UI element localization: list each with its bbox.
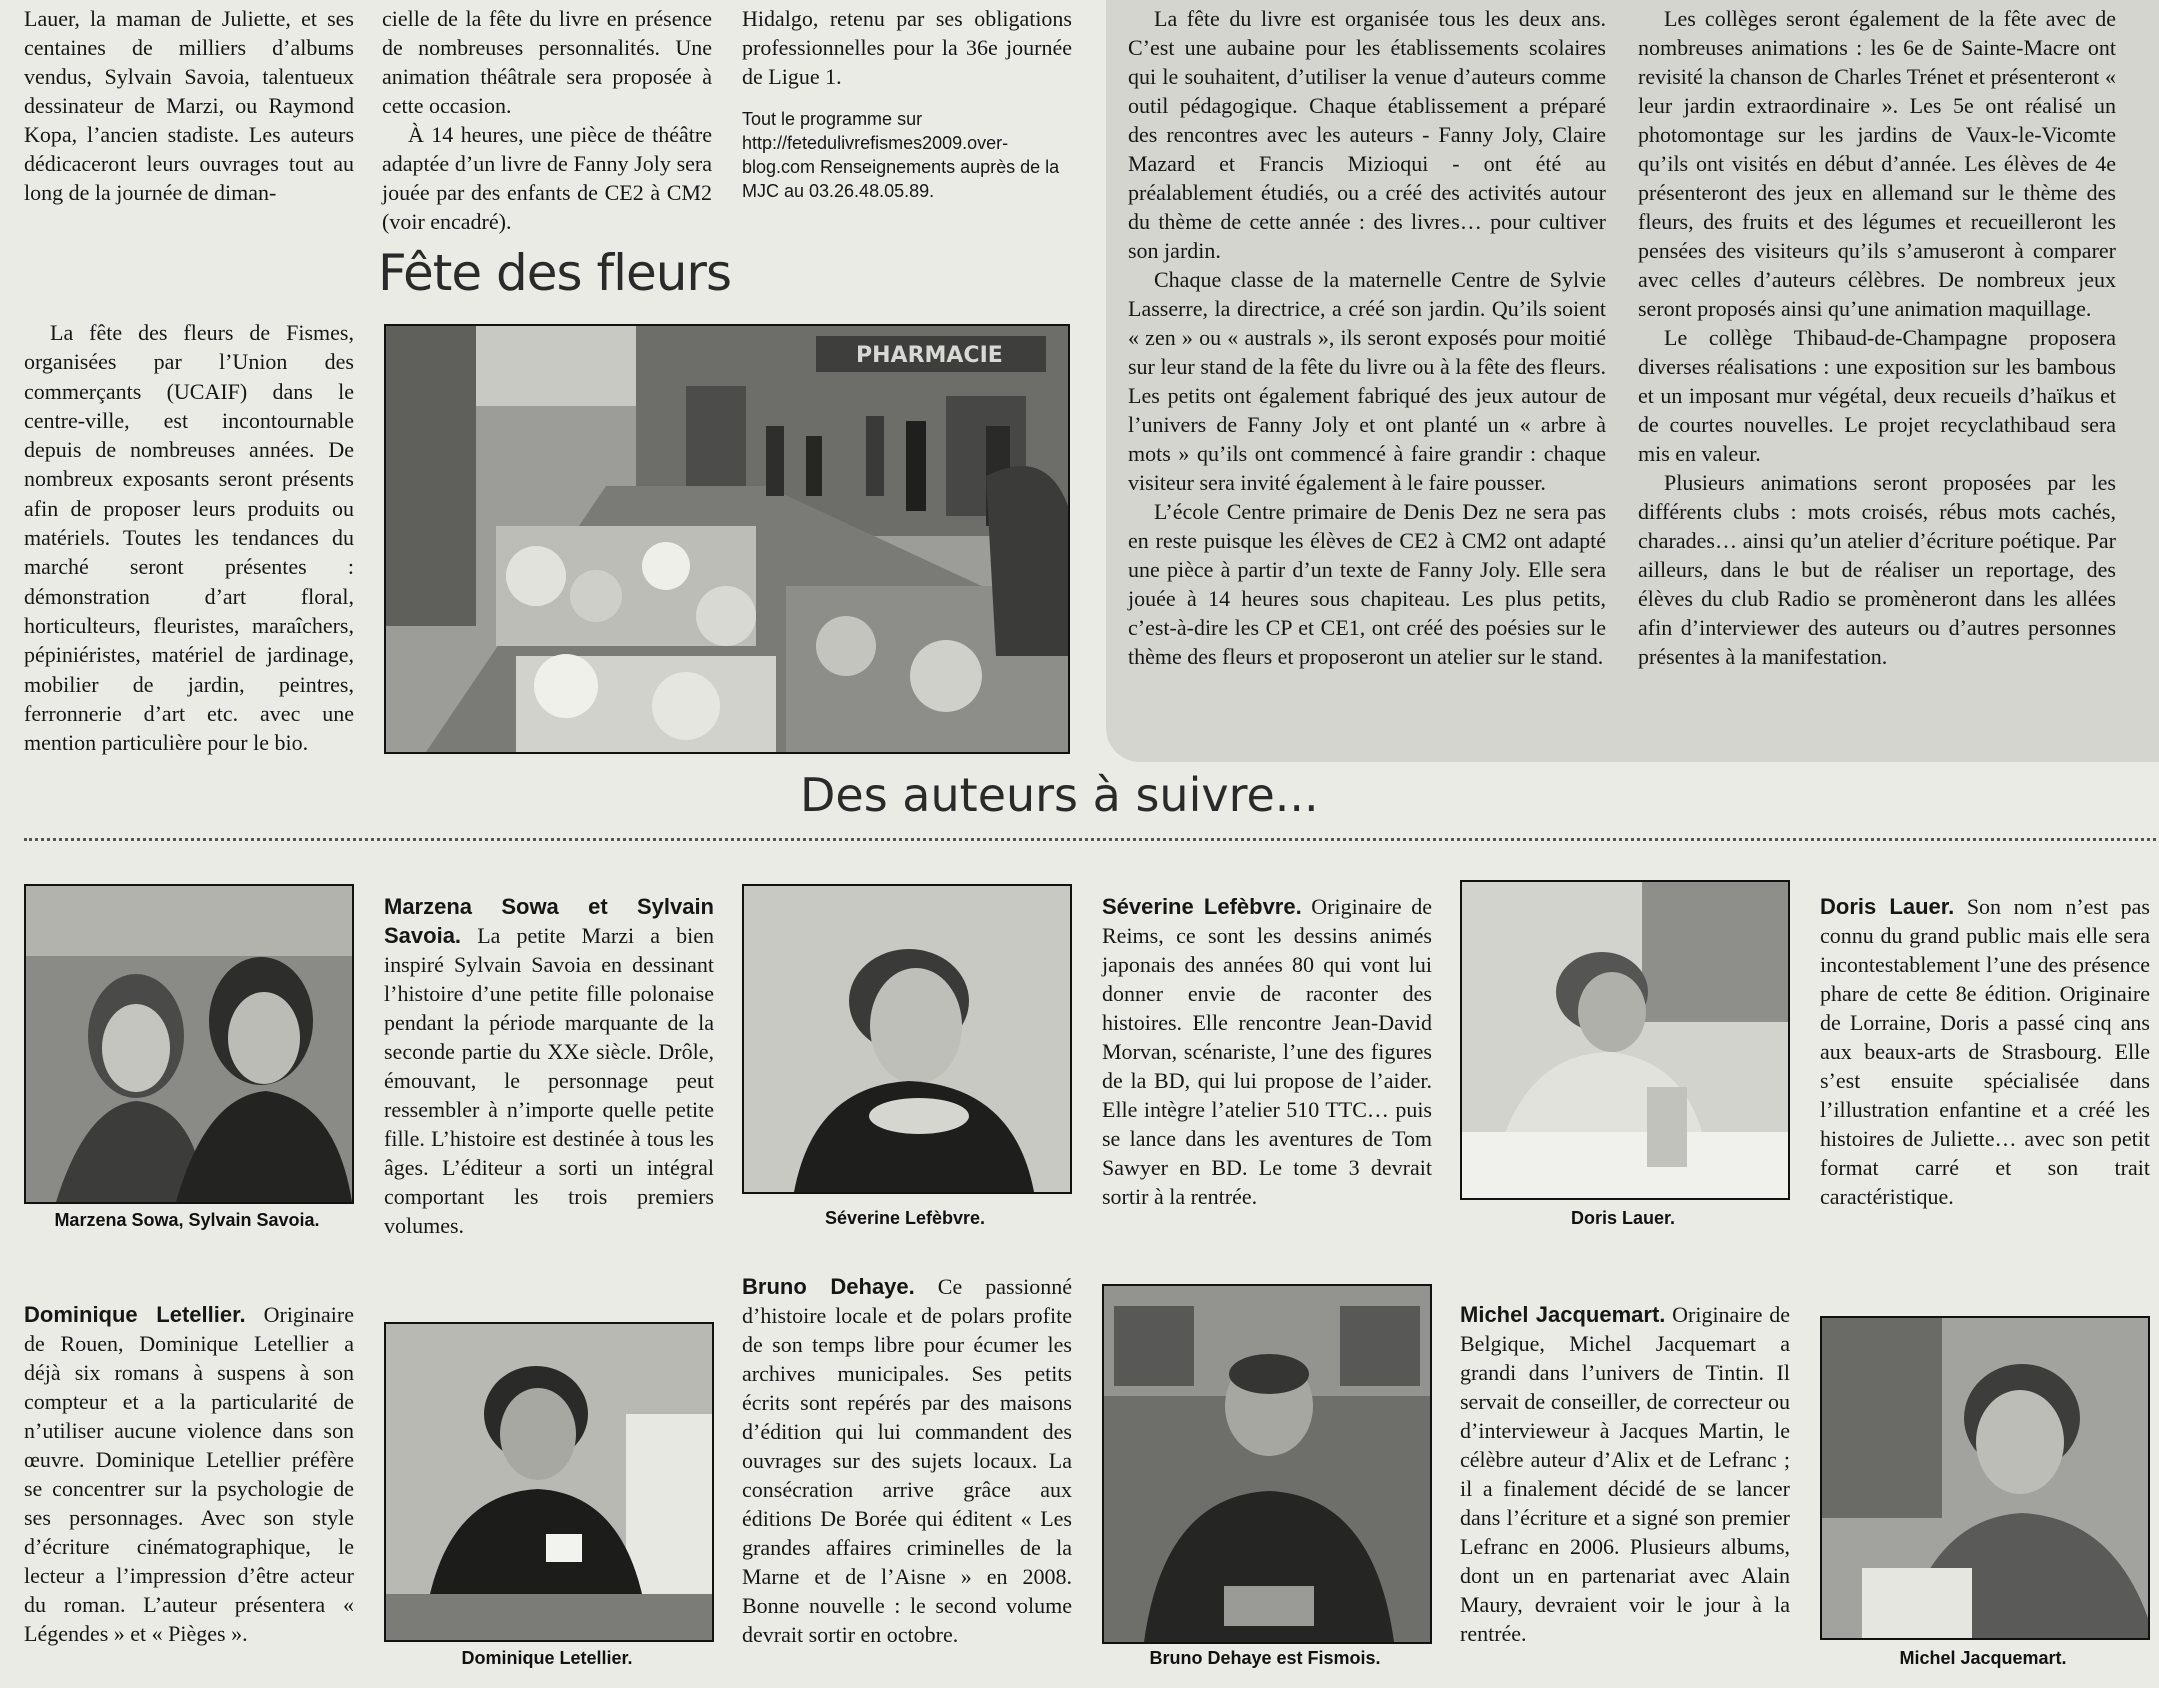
article-text: Hidalgo, retenu par ses obligations professionnelles pour la 36e journée de Ligue 1. bbox=[742, 6, 1072, 89]
article-text: Le collège Thibaud-de-Champagne proposera diverses réalisations : une exposition sur les bambous et un imposant mur végétal, deux recueils d’haïkus et de courtes nouvelles. Le projet recyclathibaud sera mis en valeur. bbox=[1638, 325, 2116, 466]
lauer-bio bbox=[1820, 892, 2150, 1211]
schools-column-2 bbox=[1638, 4, 2116, 671]
flower-market-photo bbox=[384, 324, 1070, 754]
article-text: cielle de la fête du livre en présence de nombreuses personnalités. Une animation théâtrale sera proposée à cette occasion. bbox=[382, 6, 712, 118]
dehaye-photo bbox=[1102, 1284, 1432, 1644]
auteurs-headline: Des auteurs à suivre... bbox=[800, 768, 1319, 822]
letellier-caption: Dominique Letellier. bbox=[461, 1648, 633, 1668]
schools-column-1 bbox=[1128, 4, 1606, 671]
pharmacie-sign: PHARMACIE bbox=[856, 343, 1003, 368]
jacquemart-photo bbox=[1820, 1316, 2150, 1640]
lauer-caption: Doris Lauer. bbox=[1570, 1208, 1676, 1228]
article-text: Plusieurs animations seront proposées par les différents clubs : mots croisés, rébus mots cachés, charades… ainsi qu’un atelier d’écriture poétique. Par ailleurs, dans le but de réaliser un reportage, des élèves du club Radio se promèneront dans les allées afin d’interviewer des auteurs ou d’autres personnes présentes à la manifestation. bbox=[1638, 470, 2116, 669]
top-column-1 bbox=[24, 4, 354, 207]
article-text: La fête des fleurs de Fismes, organisées par l’Union des commerçants (UCAIF) dans le centre-ville, est incontournable depuis de nombreuses années. De nombreux exposants seront présents afin de proposer leurs produits ou matériels. Toutes les tendances du marché seront présentes : démonstration d’art floral, horticulteurs, fleuristes, maraîchers, pépiniéristes, matériel de jardinage, mobilier de jardin, peintres, ferronnerie d’art etc. avec une mention particulière pour le bio. bbox=[24, 320, 354, 756]
sowa-savoia-photo bbox=[24, 884, 354, 1204]
jacquemart-caption: Michel Jacquemart. bbox=[1899, 1648, 2067, 1668]
author-name: Michel Jacquemart. bbox=[1460, 1302, 1666, 1327]
article-text: Lauer, la maman de Juliette, et ses centaines de milliers d’albums vendus, Sylvain Savoia, talentueux dessinateur de Marzi, ou Raymond Kopa, l’ancien stadiste. Les auteurs dédicaceront leurs ouvrages tout au long de la journée de diman- bbox=[24, 6, 354, 205]
jacquemart-bio bbox=[1460, 1300, 1790, 1648]
bio-text: Ce passionné d’histoire locale et de polars profite de son temps libre pour écumer les archives municipales. Ses petits écrits sont repérés par des maisons d’édition qui lui commandent des ouvrages sur des sujets locaux. La consécration arrive grâce aux éditions De Borée qui éditent « Les grandes affaires criminelles de la Marne et de l’Aisne » en 2008. Bonne nouvelle : le second volume devrait sortir en octobre. bbox=[742, 1274, 1073, 1647]
article-text: La fête du livre est organisée tous les deux ans. C’est une aubaine pour les établissements scolaires qui le souhaitent, d’utiliser la venue d’auteurs comme outil pédagogique. Chaque établissement a préparé des rencontres avec les auteurs - Fanny Joly, Claire Mazard et Francis Mizioqui - ont été au préalablement étudiés, ou a créé des activités autour du thème de cette année : des livres… pour cultiver son jardin. bbox=[1128, 6, 1606, 263]
top-column-3 bbox=[742, 4, 1072, 203]
bio-text: La petite Marzi a bien inspiré Sylvain Savoia en dessinant l’histoire d’une petite fille polonaise pendant la période marquante de la seconde partie du XXe siècle. Drôle, émouvant, le personnage peut ressembler à n’importe quelle petite fille. L’histoire est destinée à tous les âges. L’éditeur a sorti un intégral comportant les trois premiers volumes. bbox=[384, 923, 714, 1238]
bio-text: Originaire de Rouen, Dominique Letellier a déjà six romans à suspens à son compteur et a la particularité de n’utiliser aucune violence dans son œuvre. Dominique Letellier préfère se concentrer sur la psychologie de ses personnages. Avec son style d’écriture cinématographique, le lecteur a l’impression d’être acteur du roman. L’auteur présentera « Légendes » et « Pièges ». bbox=[24, 1302, 355, 1646]
fete-des-fleurs-column bbox=[24, 318, 354, 757]
sowa-bio bbox=[384, 892, 714, 1240]
section-divider bbox=[24, 838, 2156, 841]
letellier-bio bbox=[24, 1300, 354, 1648]
article-text: Chaque classe de la maternelle Centre de Sylvie Lasserre, la directrice, a créé son jardin. Qu’ils soient « zen » ou « australs », ils seront exposés pour moitié sur leur stand de la fête du livre ou à la fête des fleurs. Les petits ont également fabriqué des jeux autour de l’univers de Fanny Joly et ont planté un « arbre à mots » qu’ils ont commencé à faire grandir : chaque visiteur sera invité également à le faire pousser. bbox=[1128, 267, 1606, 495]
top-column-2 bbox=[382, 4, 712, 236]
article-text: À 14 heures, une pièce de théâtre adaptée d’un livre de Fanny Joly sera jouée par des enfants de CE2 à CM2 (voir encadré). bbox=[382, 122, 712, 234]
bio-text: Originaire de Reims, ce sont les dessins animés japonais des années 80 qui vont lui donner envie de raconter des histoires. Elle rencontre Jean-David Morvan, scénariste, l’une des figures de la BD, qui lui propose de l’aider. Elle intègre l’atelier 510 TTC… puis se lance dans les aventures de Tom Sawyer en BD. Le tome 3 devrait sortir à la rentrée. bbox=[1102, 894, 1432, 1209]
program-info: Tout le programme sur http://fetedulivrefismes2009.over-blog.com Renseignements auprès de la MJC au 03.26.48.05.89. bbox=[742, 109, 1060, 201]
bio-text: Son nom n’est pas connu du grand public mais elle sera incontestablement l’une des présence phare de cette 8e édition. Originaire de Lorraine, Doris a passé cinq ans aux beaux-arts de Strasbourg. Elle s’est ensuite spécialisée dans l’illustration enfantine et a créé les histoires de Juliette… avec son petit format carré et son trait caractéristique. bbox=[1820, 894, 2150, 1209]
bio-text: Originaire de Belgique, Michel Jacquemart a grandi dans l’univers de Tintin. Il servait de conseiller, de correcteur ou d’intervieweur à Jacques Martin, le célèbre auteur d’Alix et de Lefranc ; il a finalement décidé de se lancer dans l’écriture et a signé son premier Lefranc en 2006. Plusieurs albums, dont un en partenariat avec Alain Maury, devraient voir le jour à la rentrée. bbox=[1460, 1302, 1791, 1646]
letellier-photo bbox=[384, 1322, 714, 1642]
lefebvre-bio bbox=[1102, 892, 1432, 1211]
author-name: Dominique Letellier. bbox=[24, 1302, 246, 1327]
article-text: L’école Centre primaire de Denis Dez ne sera pas en reste puisque les élèves de CE2 à CM2 ont adapté une pièce à partir d’un texte de Fanny Joly. Elle sera jouée à 14 heures sous chapiteau. Les plus petits, c’est-à-dire les CP et CE1, ont créé des poésies sur le thème des fleurs et proposeront un atelier sur le stand. bbox=[1128, 499, 1606, 669]
dehaye-bio bbox=[742, 1272, 1072, 1649]
lauer-photo bbox=[1460, 880, 1790, 1200]
dehaye-caption: Bruno Dehaye est Fismois. bbox=[1149, 1648, 1381, 1668]
article-text: Les collèges seront également de la fête avec de nombreuses animations : les 6e de Sainte-Macre ont revisité la chanson de Charles Trénet et présenteront « leur jardin extraordinaire ». Les 5e ont réalisé un photomontage sur les jardins de Vaux-le-Vicomte qu’ils ont visités en début d’année. Les élèves de 4e présenteront des jeux en allemand sur le thème des fleurs, des fruits et des légumes et recueilleront les pensées des visiteurs qu’ils s’amuseront à comparer avec celles d’auteurs célèbres. De nombreux jeux seront proposés ainsi qu’une animation maquillage. bbox=[1638, 6, 2116, 321]
lefebvre-caption: Séverine Lefèbvre. bbox=[824, 1208, 986, 1228]
author-name: Bruno Dehaye. bbox=[742, 1274, 915, 1299]
sowa-savoia-caption: Marzena Sowa, Sylvain Savoia. bbox=[54, 1210, 320, 1230]
lefebvre-photo bbox=[742, 884, 1072, 1194]
author-name: Marzena Sowa et Sylvain Savoia. bbox=[384, 894, 714, 948]
fete-des-fleurs-headline: Fête des fleurs bbox=[378, 244, 732, 302]
author-name: Doris Lauer. bbox=[1820, 894, 1955, 919]
author-name: Séverine Lefèbvre. bbox=[1102, 894, 1302, 919]
